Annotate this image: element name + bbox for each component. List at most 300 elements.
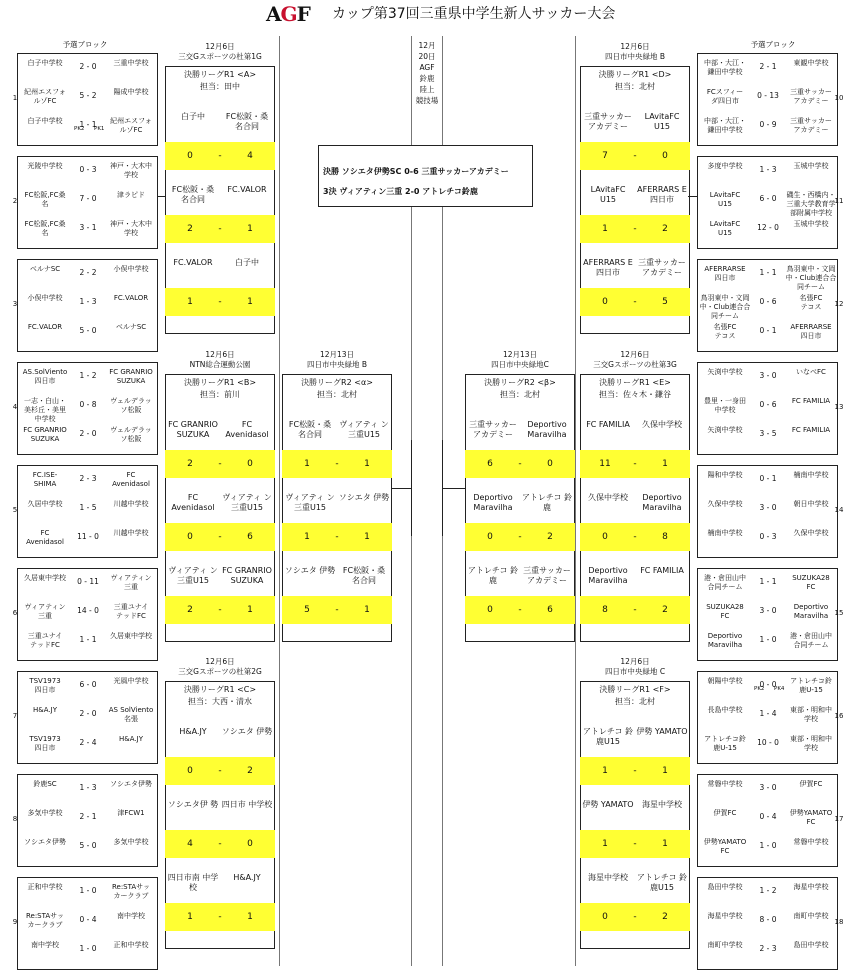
match-score: 1 - 1	[79, 635, 97, 644]
team-home: TSV1973 四日市	[29, 677, 61, 694]
agf-logo: AGF	[266, 2, 310, 26]
match-score: 1 - 2	[759, 886, 777, 895]
final-result: 決勝 ソシエタ伊勢SC 0-6 三重サッカーアカデミー	[323, 167, 509, 176]
league-title: 決勝リーグR1 <A>	[183, 70, 257, 79]
connector	[158, 196, 165, 197]
league-title: 決勝リーグR1 <F>	[599, 685, 671, 694]
team-away: AS SolViento 名張	[108, 706, 154, 723]
match-score: 11 - 0	[77, 532, 99, 541]
league-team-left: 四日市南 中学校	[167, 873, 219, 892]
team-away: 島田中学校	[793, 941, 829, 949]
team-away: 川越中学校	[113, 500, 149, 508]
team-away: 磯生・西橋内・ 三重大学教育学 部附属中学校	[786, 191, 836, 217]
league-score-right: 0	[547, 459, 553, 469]
match-score: 2 - 4	[79, 738, 97, 747]
match-score: 0 - 4	[79, 915, 97, 924]
match-score: 0 - 6	[759, 400, 777, 409]
league-team-left: FC Avenidasol	[171, 493, 215, 512]
league-score-left: 0	[187, 766, 193, 776]
team-home: 一志・白山・ 美杉丘・美里 中学校	[24, 397, 66, 423]
match-score: 1 - 3	[759, 165, 777, 174]
team-home: SUZUKA28 FC	[706, 603, 744, 620]
league-team-left: ヴィアティ ン三重U15	[285, 493, 335, 512]
team-home: ソシエタ伊勢	[24, 838, 66, 846]
match-score: 1 - 5	[79, 503, 97, 512]
league-team-left: FC松阪・桑 名合同	[288, 420, 332, 439]
team-home: 多度中学校	[707, 162, 743, 170]
match-score: 0 - 8	[79, 400, 97, 409]
league-score-left: 8	[602, 605, 608, 615]
connector	[392, 488, 412, 489]
team-home: FC松阪,FC桑 名	[24, 191, 66, 208]
league-score-left: 0	[602, 912, 608, 922]
league-team-right: ソシエタ 伊勢	[221, 727, 273, 736]
block-number: 5	[12, 506, 18, 514]
team-home: 白子中学校	[27, 117, 63, 125]
league-score-right: 1	[247, 297, 253, 307]
team-home: 三重ユナイ テッドFC	[27, 632, 63, 649]
block-number: 4	[12, 403, 18, 411]
league-title: 決勝リーグR1 <B>	[183, 378, 257, 387]
score-dash: -	[633, 459, 637, 469]
block-number: 2	[12, 197, 18, 205]
block-number: 17	[834, 815, 844, 823]
match-score: 1 - 1	[79, 120, 97, 129]
connector	[442, 488, 465, 489]
match-score: 0 - 3	[759, 532, 777, 541]
league-score-right: 2	[662, 224, 668, 234]
league-score-left: 0	[187, 532, 193, 542]
score-dash: -	[335, 532, 339, 542]
team-home: 楠南中学校	[707, 529, 743, 537]
team-away: 三重中学校	[113, 59, 149, 67]
league-team-left: FC松阪・桑 名合同	[171, 185, 215, 204]
team-home: FCスフィー ダ四日市	[706, 88, 744, 105]
team-away: 三重ユナイ テッドFC	[113, 603, 149, 620]
league-score-left: 1	[602, 766, 608, 776]
block-number: 7	[12, 712, 18, 720]
team-home: 中部・大江・ 鎌田中学校	[704, 59, 746, 76]
match-score: 1 - 0	[79, 886, 97, 895]
league-score-right: 4	[247, 151, 253, 161]
team-home: 多気中学校	[27, 809, 63, 817]
league-team-left: AFERRARS E四日市	[583, 258, 633, 277]
match-score: 1 - 0	[759, 841, 777, 850]
team-away: 正和中学校	[113, 941, 149, 949]
team-away: 玉城中学校	[793, 220, 829, 228]
match-score: 0 - 0	[759, 680, 777, 689]
final-venue-note: 12月 20日 AGF 鈴鹿 陸上 競技場	[415, 41, 439, 105]
league-team-right: 白子中	[235, 258, 259, 267]
team-away: FC FAMILIA	[791, 397, 831, 405]
league-score-left: 1	[602, 224, 608, 234]
block-number: 1	[12, 94, 18, 102]
team-away: FC FAMILIA	[791, 426, 831, 434]
team-away: 常磐中学校	[793, 838, 829, 846]
league-score-right: 8	[662, 532, 668, 542]
team-home: 海星中学校	[707, 912, 743, 920]
league-score-right: 2	[547, 532, 553, 542]
league-score-right: 0	[247, 459, 253, 469]
league-team-right: FC松阪・桑 名合同	[225, 112, 269, 131]
league-date: 12月6日	[620, 657, 650, 666]
match-score: 3 - 1	[79, 223, 97, 232]
score-dash: -	[633, 532, 637, 542]
league-team-right: 三重サッカー アカデミー	[523, 566, 571, 585]
team-away: ヴェルデラッ ソ松阪	[110, 426, 152, 443]
team-away: 久居東中学校	[110, 632, 152, 640]
league-venue: 四日市中央緑地C	[491, 360, 549, 369]
league-team-left: Deportivo Maravilha	[473, 493, 513, 512]
match-score: 2 - 0	[79, 62, 97, 71]
score-dash: -	[218, 912, 222, 922]
league-score-right: 5	[662, 297, 668, 307]
team-home: 久保中学校	[707, 500, 743, 508]
match-score: 1 - 1	[759, 577, 777, 586]
league-team-left: 三重サッカー アカデミー	[584, 112, 632, 131]
league-date: 12月13日	[502, 350, 538, 359]
league-team-left: アトレチコ 鈴鹿U15	[582, 727, 634, 746]
league-team-left: ソシエタ 伊勢	[284, 566, 336, 575]
league-team-left: LAvitaFC U15	[590, 185, 626, 204]
match-score: 1 - 4	[759, 709, 777, 718]
league-team-right: LAvitaFC U15	[644, 112, 680, 131]
team-away: 南中学校	[117, 912, 145, 920]
block-number: 18	[834, 918, 844, 926]
score-dash: -	[518, 532, 522, 542]
league-score-right: 6	[247, 532, 253, 542]
league-team-right: 四日市 中学校	[221, 800, 273, 809]
league-ref: 担当：北村	[317, 390, 357, 399]
league-score-right: 2	[247, 766, 253, 776]
team-away: 多気中学校	[113, 838, 149, 846]
score-dash: -	[518, 459, 522, 469]
league-score-right: 1	[247, 912, 253, 922]
score-dash: -	[218, 605, 222, 615]
league-team-left: FC FAMILIA	[586, 420, 630, 429]
league-team-right: FC松阪・桑 名合同	[342, 566, 386, 585]
match-score: 3 - 0	[759, 503, 777, 512]
team-home: FC Avenidasol	[26, 529, 64, 546]
team-away: 陽成中学校	[113, 88, 149, 96]
score-dash: -	[218, 151, 222, 161]
prelim-right-header: 予選ブロック	[750, 40, 796, 49]
league-ref: 担当：北村	[615, 697, 655, 706]
team-home: 常磐中学校	[707, 780, 743, 788]
page-header	[0, 0, 853, 30]
block-number: 12	[834, 300, 844, 308]
league-score-right: 1	[247, 605, 253, 615]
match-score: 1 - 2	[79, 371, 97, 380]
league-date: 12月6日	[205, 657, 235, 666]
match-score: 5 - 0	[79, 841, 97, 850]
team-home: LAvitaFC U15	[709, 220, 741, 237]
match-score: 2 - 3	[79, 474, 97, 483]
team-away: 紀州エスフォ ルゾFC	[110, 117, 152, 134]
block-number: 9	[12, 918, 18, 926]
score-dash: -	[633, 297, 637, 307]
final-results-box	[318, 145, 533, 207]
league-team-right: AFERRARS E四日市	[637, 185, 687, 204]
league-date: 12月6日	[205, 350, 235, 359]
league-venue: 四日市中央緑地 C	[604, 667, 666, 676]
block-number: 11	[834, 197, 844, 205]
league-team-left: 伊勢 YAMATO	[582, 800, 634, 809]
league-score-left: 0	[602, 297, 608, 307]
match-score: 1 - 1	[759, 268, 777, 277]
league-date: 12月6日	[205, 42, 235, 51]
league-date: 12月13日	[319, 350, 355, 359]
match-score: 6 - 0	[759, 194, 777, 203]
score-dash: -	[218, 839, 222, 849]
team-home: 白子中学校	[27, 59, 63, 67]
league-ref: 担当：北村	[615, 82, 655, 91]
team-home: 伊勢YAMATO FC	[703, 838, 747, 855]
league-venue: 三交Gスポーツの杜第3G	[593, 360, 677, 369]
team-home: 中部・大江・ 鎌田中学校	[704, 117, 746, 134]
team-home: 伊賀FC	[713, 809, 737, 817]
score-dash: -	[633, 912, 637, 922]
league-score-left: 0	[602, 532, 608, 542]
team-away: 神戸・大木中 学校	[110, 162, 152, 179]
match-score: 1 - 3	[79, 783, 97, 792]
match-score: 1 - 0	[79, 944, 97, 953]
match-score: 0 - 4	[759, 812, 777, 821]
team-home: 久居中学校	[27, 500, 63, 508]
league-team-right: FC Avenidasol	[225, 420, 269, 439]
league-score-right: 1	[364, 459, 370, 469]
league-team-right: FC FAMILIA	[640, 566, 684, 575]
league-ref: 担当：北村	[500, 390, 540, 399]
match-score: 2 - 2	[79, 268, 97, 277]
match-score: 0 - 9	[759, 120, 777, 129]
league-venue: 四日市中央緑地 B	[306, 360, 368, 369]
team-away: ソシエタ伊勢	[110, 780, 152, 788]
league-score-left: 6	[487, 459, 493, 469]
score-dash: -	[633, 839, 637, 849]
connector	[688, 196, 697, 197]
team-away: SUZUKA28 FC	[792, 574, 830, 591]
score-dash: -	[518, 605, 522, 615]
team-away: 東部・明和中 学校	[790, 735, 832, 752]
team-home: 鈴鹿SC	[33, 780, 57, 788]
league-team-left: H&A.JY	[179, 727, 207, 736]
team-home: 豊里・一身田 中学校	[704, 397, 746, 414]
team-away: 三重サッカー アカデミー	[790, 88, 832, 105]
league-team-right: H&A.JY	[233, 873, 261, 882]
team-away: FC GRANRIO SUZUKA	[109, 368, 153, 385]
score-dash: -	[633, 605, 637, 615]
team-home: AFERRARSE 四日市	[704, 265, 746, 282]
league-score-right: 1	[662, 766, 668, 776]
league-team-left: FC GRANRIO SUZUKA	[168, 420, 218, 439]
league-team-right: FC.VALOR	[227, 185, 267, 194]
connector	[411, 440, 412, 536]
team-away: 神戸・大木中 学校	[110, 220, 152, 237]
league-score-left: 4	[187, 839, 193, 849]
league-team-left: 海星中学校	[588, 873, 628, 882]
team-away: ベルナSC	[115, 323, 147, 331]
league-venue: NTN総合運動公園	[189, 360, 251, 369]
league-score-left: 1	[602, 839, 608, 849]
league-date: 12月6日	[620, 42, 650, 51]
league-team-left: アトレチコ 鈴鹿	[467, 566, 519, 585]
league-score-right: 1	[662, 459, 668, 469]
league-venue: 四日市中央緑地 B	[604, 52, 666, 61]
match-score: 5 - 2	[79, 91, 97, 100]
block-number: 6	[12, 609, 18, 617]
match-score: 1 - 3	[79, 297, 97, 306]
league-score-right: 0	[247, 839, 253, 849]
block-number: 8	[12, 815, 18, 823]
league-score-left: 1	[187, 912, 193, 922]
guide-line	[575, 36, 576, 966]
league-ref: 担当：大西・清水	[188, 697, 252, 706]
team-home: 陽和中学校	[707, 471, 743, 479]
league-venue: 三交Gスポーツの杜第1G	[178, 52, 262, 61]
team-home: 鳥羽東中・文岡 中・Club連合合 同チーム	[699, 294, 751, 320]
team-home: 朝陽中学校	[707, 677, 743, 685]
league-score-right: 0	[662, 151, 668, 161]
league-score-left: 2	[187, 459, 193, 469]
pk-away: PK1	[94, 126, 105, 132]
team-home: ベルナSC	[29, 265, 61, 273]
league-team-right: アトレチコ 鈴鹿U15	[636, 873, 688, 892]
team-away: 久保中学校	[793, 529, 829, 537]
team-home: 南町中学校	[707, 941, 743, 949]
league-team-left: 久保中学校	[588, 493, 628, 502]
team-away: ヴィアティン 三重	[110, 574, 152, 591]
match-score: 2 - 1	[79, 812, 97, 821]
team-home: アトレチコ鈴 鹿U-15	[704, 735, 746, 752]
league-team-right: アトレチコ 鈴鹿	[521, 493, 573, 512]
score-dash: -	[218, 459, 222, 469]
team-away: 港・倉田山中 合同チーム	[790, 632, 832, 649]
match-score: 7 - 0	[79, 194, 97, 203]
team-away: 東観中学校	[793, 59, 829, 67]
block-number: 13	[834, 403, 844, 411]
league-team-left: 三重サッカー アカデミー	[469, 420, 517, 439]
match-score: 12 - 0	[757, 223, 779, 232]
team-away: 津FCW1	[117, 809, 145, 817]
league-score-right: 1	[247, 224, 253, 234]
league-score-right: 6	[547, 605, 553, 615]
pk-away: PK4	[774, 686, 785, 692]
score-dash: -	[218, 766, 222, 776]
match-score: 5 - 0	[79, 326, 97, 335]
team-home: 小俣中学校	[27, 294, 63, 302]
league-score-left: 0	[187, 151, 193, 161]
league-team-right: 海星中学校	[642, 800, 682, 809]
team-home: 正和中学校	[27, 883, 63, 891]
league-score-left: 1	[187, 297, 193, 307]
league-score-right: 1	[662, 839, 668, 849]
team-away: 玉城中学校	[793, 162, 829, 170]
match-score: 2 - 1	[759, 62, 777, 71]
league-score-left: 11	[599, 459, 611, 469]
team-away: ヴェルデラッ ソ松阪	[110, 397, 152, 414]
score-dash: -	[218, 532, 222, 542]
league-score-left: 2	[187, 605, 193, 615]
team-home: Deportivo Maravilha	[707, 632, 743, 649]
pk-home: PK2	[74, 126, 85, 132]
team-home: 久居東中学校	[24, 574, 66, 582]
match-score: 0 - 3	[79, 165, 97, 174]
connector	[442, 440, 443, 536]
match-score: 3 - 5	[759, 429, 777, 438]
team-home: FC GRANRIO SUZUKA	[23, 426, 67, 443]
league-venue: 三交Gスポーツの杜第2G	[178, 667, 262, 676]
team-away: FC.VALOR	[113, 294, 149, 302]
league-score-right: 2	[662, 912, 668, 922]
team-away: 伊勢YAMATO FC	[789, 809, 833, 826]
team-home: 島田中学校	[707, 883, 743, 891]
third-place-result: 3決 ヴィアティン三重 2-0 アトレチコ鈴鹿	[323, 187, 478, 196]
league-team-right: FC GRANRIO SUZUKA	[222, 566, 272, 585]
league-ref: 担当：前川	[200, 390, 240, 399]
match-score: 8 - 0	[759, 915, 777, 924]
match-score: 1 - 0	[759, 635, 777, 644]
team-home: AS.SolViento 四日市	[22, 368, 68, 385]
league-team-right: 伊勢 YAMATO	[636, 727, 688, 736]
block-number: 14	[834, 506, 844, 514]
league-team-left: FC.VALOR	[173, 258, 213, 267]
score-dash: -	[633, 224, 637, 234]
league-score-right: 2	[662, 605, 668, 615]
league-title: 決勝リーグR1 <E>	[599, 378, 671, 387]
match-score: 2 - 0	[79, 429, 97, 438]
league-ref: 担当：佐々木・鎌谷	[599, 390, 671, 399]
score-dash: -	[218, 297, 222, 307]
match-score: 0 - 6	[759, 297, 777, 306]
team-away: 三重サッカー アカデミー	[790, 117, 832, 134]
league-team-left: Deportivo Maravilha	[588, 566, 628, 585]
match-score: 14 - 0	[77, 606, 99, 615]
team-away: 鳥羽東中・文岡 中・Club連合合 同チーム	[785, 265, 837, 291]
team-away: 小俣中学校	[113, 265, 149, 273]
team-away: Re:STAサッ カークラブ	[111, 883, 151, 900]
team-away: 光風中学校	[113, 677, 149, 685]
match-score: 0 - 13	[757, 91, 779, 100]
league-title: 決勝リーグR2 <α>	[301, 378, 373, 387]
team-home: FC.ISE- SHIMA	[32, 471, 58, 488]
league-team-left: ヴィアティ ン三重U15	[168, 566, 218, 585]
league-team-right: Deportivo Maravilha	[642, 493, 682, 512]
match-score: 0 - 1	[759, 474, 777, 483]
team-away: アトレチコ鈴 鹿U-15	[790, 677, 832, 694]
team-home: 紀州エスフォ ルゾFC	[24, 88, 66, 105]
match-score: 2 - 0	[79, 709, 97, 718]
score-dash: -	[218, 224, 222, 234]
match-score: 3 - 0	[759, 783, 777, 792]
league-title: 決勝リーグR2 <β>	[484, 378, 556, 387]
team-home: H&A.JY	[33, 706, 57, 714]
league-team-left: 白子中	[181, 112, 205, 121]
league-score-left: 1	[304, 532, 310, 542]
team-home: 矢渕中学校	[707, 368, 743, 376]
league-title: 決勝リーグR1 <C>	[183, 685, 257, 694]
league-team-right: ソシエタ 伊勢	[338, 493, 390, 502]
league-score-left: 7	[602, 151, 608, 161]
team-away: 津ラピド	[117, 191, 145, 199]
team-home: FC.VALOR	[27, 323, 63, 331]
prelim-left-header: 予選ブロック	[62, 40, 108, 49]
score-dash: -	[633, 766, 637, 776]
team-away: Deportivo Maravilha	[793, 603, 829, 620]
match-score: 6 - 0	[79, 680, 97, 689]
league-score-left: 0	[487, 532, 493, 542]
team-away: 楠南中学校	[793, 471, 829, 479]
